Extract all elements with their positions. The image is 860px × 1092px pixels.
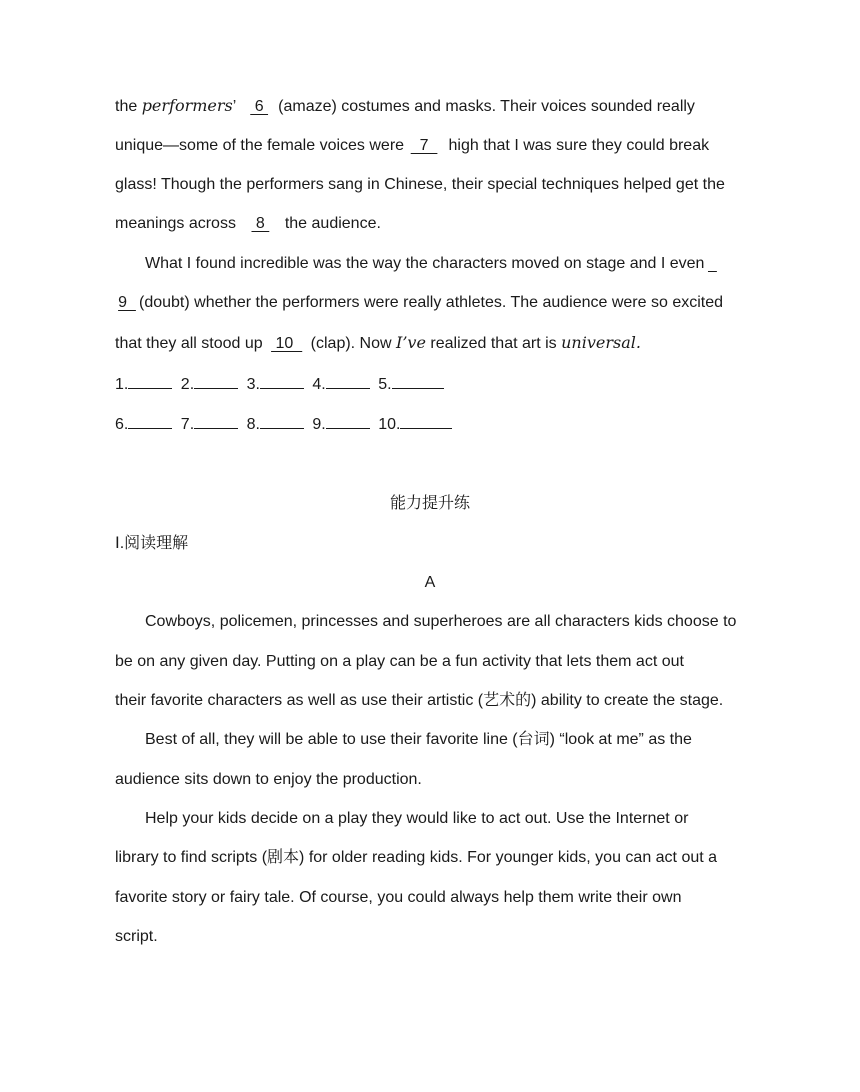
- text: the audience.: [280, 215, 381, 232]
- section-title: 能力提升练: [389, 495, 470, 512]
- text: ’: [232, 98, 241, 115]
- text: realized that art is: [425, 335, 562, 352]
- answer-slot-1[interactable]: [115, 374, 172, 394]
- passage-line-1: [115, 96, 695, 117]
- answer-slot-3[interactable]: [247, 374, 304, 394]
- text: meanings across: [115, 215, 241, 232]
- passage2-line: script.: [115, 928, 158, 945]
- text: (amaze) costumes and masks. Their voices sounded really: [278, 98, 695, 115]
- blank-10: 10: [271, 335, 303, 352]
- text: that they all stood up: [115, 335, 263, 352]
- answer-line[interactable]: [326, 374, 370, 389]
- answer-line[interactable]: [400, 414, 452, 429]
- answer-line[interactable]: [128, 414, 172, 429]
- passage-line-5: [145, 254, 720, 274]
- answer-label: 1.: [115, 376, 129, 393]
- answer-label: 4.: [312, 376, 326, 393]
- answer-line[interactable]: [260, 414, 304, 429]
- part-label: A: [424, 574, 436, 591]
- answer-slot-4[interactable]: [312, 374, 369, 394]
- italic-text: I’ve: [396, 333, 426, 352]
- answer-label: 10.: [378, 416, 401, 433]
- passage2-line: audience sits down to enjoy the production.: [115, 771, 422, 788]
- passage-line-3: glass! Though the performers sang in Chinese, their special techniques helped get the: [115, 176, 725, 193]
- passage2-line: Best of all, they will be able to use their favorite line (台词) “look at me” as the: [145, 731, 692, 748]
- answer-label: 6.: [115, 416, 129, 433]
- answer-slot-6[interactable]: [115, 414, 172, 434]
- answer-slot-9[interactable]: [312, 414, 369, 434]
- answer-slot-10[interactable]: [378, 414, 452, 434]
- answer-label: 7.: [180, 416, 195, 433]
- passage2-line: favorite story or fairy tale. Of course, you could always help them write their own: [115, 889, 682, 906]
- passage2-line: library to find scripts (剧本) for older reading kids. For younger kids, you can act out a: [115, 849, 718, 866]
- answer-label: 8.: [246, 416, 260, 433]
- passage2-line: be on any given day. Putting on a play can be a fun activity that lets them act out: [115, 653, 684, 670]
- answer-line[interactable]: [260, 374, 304, 389]
- subsection-heading: Ⅰ.阅读理解: [115, 535, 189, 552]
- italic-text: universal.: [561, 333, 641, 352]
- answer-slot-2[interactable]: [181, 374, 238, 394]
- text: (doubt) whether the performers were really athletes. The audience were so excited: [139, 294, 724, 311]
- answer-row-1: [115, 374, 448, 394]
- passage-line-2: [115, 136, 709, 156]
- answer-slot-8[interactable]: [247, 414, 304, 434]
- blank-9: 9: [118, 294, 136, 311]
- passage2-line: Help your kids decide on a play they would like to act out. Use the Internet or: [145, 810, 689, 827]
- text: unique—some of the female voices were: [115, 137, 405, 154]
- passage2-line: their favorite characters as well as use their artistic (艺术的) ability to create the stage.: [115, 692, 724, 709]
- blank-8: 8: [251, 215, 270, 232]
- text: the: [115, 98, 142, 115]
- answer-label: 3.: [246, 376, 260, 393]
- answer-label: 9.: [312, 416, 326, 433]
- answer-label: 5.: [378, 376, 392, 393]
- passage-line-4: [115, 214, 381, 234]
- passage-line-7: [115, 333, 641, 354]
- answer-line[interactable]: [128, 374, 172, 389]
- answer-label: 2.: [180, 376, 195, 393]
- blank-7: 7: [410, 137, 438, 154]
- blank-6: 6: [250, 98, 269, 115]
- italic-text: performers: [141, 96, 233, 115]
- passage-line-6: [115, 293, 723, 313]
- answer-line[interactable]: [326, 414, 370, 429]
- text: What I found incredible was the way the characters moved on stage and I even: [145, 255, 705, 272]
- answer-row-2: [115, 414, 456, 434]
- answer-line[interactable]: [392, 374, 444, 389]
- answer-slot-5[interactable]: [378, 374, 443, 394]
- text: high that I was sure they could break: [444, 137, 710, 154]
- passage2-line: Cowboys, policemen, princesses and superheroes are all characters kids choose to: [145, 613, 737, 630]
- text: (clap). Now: [310, 335, 397, 352]
- answer-line[interactable]: [194, 414, 238, 429]
- blank-9-start: [704, 254, 720, 274]
- answer-line[interactable]: [194, 374, 238, 389]
- answer-slot-7[interactable]: [181, 414, 238, 434]
